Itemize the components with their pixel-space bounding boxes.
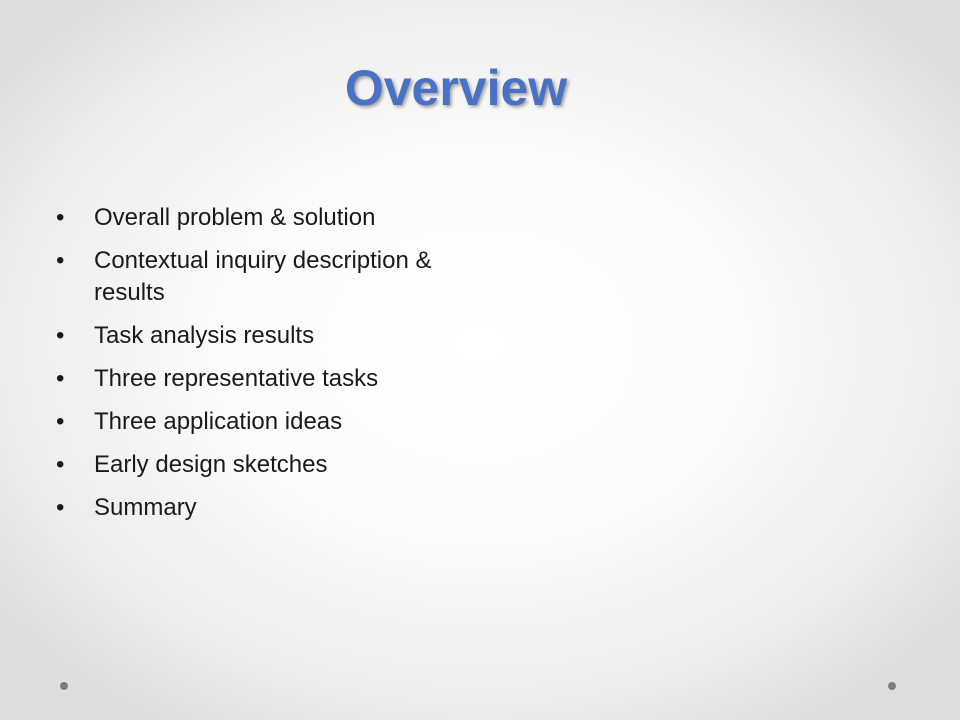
bullet-icon: • — [56, 365, 65, 392]
bullet-text: Overall problem & solution — [94, 204, 376, 231]
bullet-icon: • — [56, 494, 65, 521]
bullet-item — [56, 202, 496, 234]
bullet-icon: • — [56, 204, 65, 231]
decorative-dot-icon — [888, 682, 896, 690]
bullet-icon: • — [56, 247, 65, 274]
bullet-text: Summary — [94, 494, 197, 521]
bullet-text: Early design sketches — [94, 451, 328, 478]
bullet-item — [56, 406, 496, 438]
bullet-text: Three representative tasks — [94, 365, 379, 392]
decorative-dot-icon — [60, 682, 68, 690]
bullet-icon: • — [56, 451, 65, 478]
bullet-text: Contextual inquiry description & results — [94, 247, 432, 306]
slide-title: Overview — [344, 60, 568, 116]
bullet-list — [56, 202, 496, 535]
bullet-item — [56, 245, 496, 309]
bullet-item — [56, 363, 496, 395]
bullet-item — [56, 320, 496, 352]
bullet-item — [56, 449, 496, 481]
bullet-icon: • — [56, 322, 65, 349]
bullet-icon: • — [56, 408, 65, 435]
bullet-text: Three application ideas — [94, 408, 343, 435]
bullet-text: Task analysis results — [94, 322, 315, 349]
bullet-item — [56, 492, 496, 524]
